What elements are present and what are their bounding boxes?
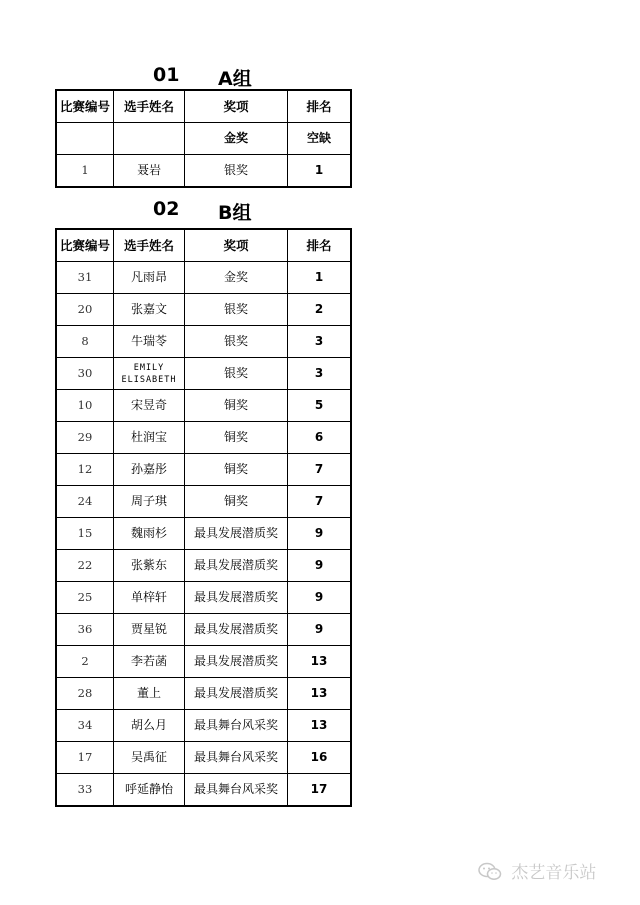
header-award: 奖项	[185, 90, 288, 123]
cell-contestant-name: 胡么月	[114, 710, 185, 742]
group-a-name: A组	[218, 68, 252, 90]
cell-contest-number: 34	[56, 710, 114, 742]
cell-contestant-name: 牛瑞苓	[114, 326, 185, 358]
table-row	[56, 262, 351, 294]
cell-award: 最具舞台风采奖	[185, 774, 288, 807]
group-b-title	[55, 194, 349, 224]
header-rank: 排名	[288, 229, 352, 262]
watermark-text: 杰艺音乐站	[511, 863, 597, 883]
table-row	[56, 774, 351, 807]
cell-contestant-name: 董上	[114, 678, 185, 710]
cell-contestant-name: 杜润宝	[114, 422, 185, 454]
cell-rank: 17	[288, 774, 352, 807]
cell-award: 最具发展潜质奖	[185, 678, 288, 710]
table-row	[56, 646, 351, 678]
cell-award: 金奖	[185, 262, 288, 294]
cell-rank: 16	[288, 742, 352, 774]
cell-award: 银奖	[185, 326, 288, 358]
cell-award: 最具发展潜质奖	[185, 550, 288, 582]
header-rank: 排名	[288, 90, 352, 123]
cell-award: 银奖	[185, 155, 288, 188]
cell-contest-number: 10	[56, 390, 114, 422]
cell-rank: 3	[288, 358, 352, 390]
table-row	[56, 390, 351, 422]
cell-contestant-name: 李若菡	[114, 646, 185, 678]
header-contest-number: 比赛编号	[56, 90, 114, 123]
group-a-table	[55, 89, 352, 188]
cell-contest-number: 28	[56, 678, 114, 710]
cell-contest-number: 29	[56, 422, 114, 454]
group-b-table	[55, 228, 352, 807]
header-award: 奖项	[185, 229, 288, 262]
cell-rank: 1	[288, 262, 352, 294]
empty-cell	[56, 123, 114, 155]
cell-contest-number: 8	[56, 326, 114, 358]
cell-contest-number: 30	[56, 358, 114, 390]
cell-rank: 13	[288, 646, 352, 678]
cell-rank: 13	[288, 678, 352, 710]
cell-contest-number: 24	[56, 486, 114, 518]
table-subheader-row	[56, 123, 351, 155]
cell-contestant-name: 魏雨杉	[114, 518, 185, 550]
cell-award: 银奖	[185, 358, 288, 390]
cell-award: 最具发展潜质奖	[185, 518, 288, 550]
cell-contestant-name: 贾星锐	[114, 614, 185, 646]
table-row	[56, 614, 351, 646]
table-row	[56, 742, 351, 774]
table-row	[56, 326, 351, 358]
cell-contest-number: 2	[56, 646, 114, 678]
table-row	[56, 422, 351, 454]
table-header-row	[56, 90, 351, 123]
cell-contestant-name: 周子琪	[114, 486, 185, 518]
table-row	[56, 582, 351, 614]
header-contest-number: 比赛编号	[56, 229, 114, 262]
cell-rank: 2	[288, 294, 352, 326]
cell-contestant-name: 呼延静怡	[114, 774, 185, 807]
cell-award: 铜奖	[185, 486, 288, 518]
cell-contest-number: 25	[56, 582, 114, 614]
cell-contest-number: 22	[56, 550, 114, 582]
cell-contestant-name: 吴禹征	[114, 742, 185, 774]
cell-award: 最具发展潜质奖	[185, 646, 288, 678]
table-row	[56, 358, 351, 390]
cell-rank: 9	[288, 550, 352, 582]
cell-award: 最具发展潜质奖	[185, 582, 288, 614]
cell-award: 银奖	[185, 294, 288, 326]
cell-contestant-name: 单梓轩	[114, 582, 185, 614]
table-row	[56, 678, 351, 710]
watermark	[478, 858, 596, 883]
cell-contest-number: 17	[56, 742, 114, 774]
cell-contest-number: 1	[56, 155, 114, 188]
cell-contest-number: 15	[56, 518, 114, 550]
header-contestant-name: 选手姓名	[114, 90, 185, 123]
cell-contestant-name: EMILY ELISABETH	[114, 358, 185, 390]
cell-rank: 5	[288, 390, 352, 422]
cell-rank: 3	[288, 326, 352, 358]
cell-rank: 9	[288, 614, 352, 646]
group-a-number: 01	[153, 64, 180, 86]
table-row	[56, 294, 351, 326]
cell-rank: 1	[288, 155, 352, 188]
cell-contest-number: 31	[56, 262, 114, 294]
cell-rank: 6	[288, 422, 352, 454]
table-row	[56, 454, 351, 486]
cell-contestant-name: 宋昱奇	[114, 390, 185, 422]
cell-award: 铜奖	[185, 422, 288, 454]
subheader-rank: 空缺	[288, 123, 352, 155]
cell-award: 最具舞台风采奖	[185, 742, 288, 774]
table-header-row	[56, 229, 351, 262]
table-row	[56, 155, 351, 188]
header-contestant-name: 选手姓名	[114, 229, 185, 262]
cell-contestant-name: 凡雨昂	[114, 262, 185, 294]
group-b-name: B组	[218, 202, 252, 224]
group-b-number: 02	[153, 198, 180, 220]
cell-award: 最具舞台风采奖	[185, 710, 288, 742]
table-row	[56, 710, 351, 742]
empty-cell	[114, 123, 185, 155]
cell-contestant-name: 聂岩	[114, 155, 185, 188]
table-row	[56, 550, 351, 582]
cell-rank: 7	[288, 486, 352, 518]
cell-contest-number: 12	[56, 454, 114, 486]
cell-rank: 13	[288, 710, 352, 742]
cell-contest-number: 33	[56, 774, 114, 807]
group-a-title	[55, 60, 349, 90]
cell-rank: 7	[288, 454, 352, 486]
cell-contestant-name: 孙嘉彤	[114, 454, 185, 486]
cell-contestant-name: 张嘉文	[114, 294, 185, 326]
cell-contest-number: 20	[56, 294, 114, 326]
cell-award: 铜奖	[185, 454, 288, 486]
cell-contestant-name: 张紫东	[114, 550, 185, 582]
subheader-award: 金奖	[185, 123, 288, 155]
cell-award: 铜奖	[185, 390, 288, 422]
cell-award: 最具发展潜质奖	[185, 614, 288, 646]
cell-rank: 9	[288, 518, 352, 550]
cell-rank: 9	[288, 582, 352, 614]
table-row	[56, 518, 351, 550]
wechat-icon	[478, 862, 502, 882]
cell-contest-number: 36	[56, 614, 114, 646]
table-row	[56, 486, 351, 518]
